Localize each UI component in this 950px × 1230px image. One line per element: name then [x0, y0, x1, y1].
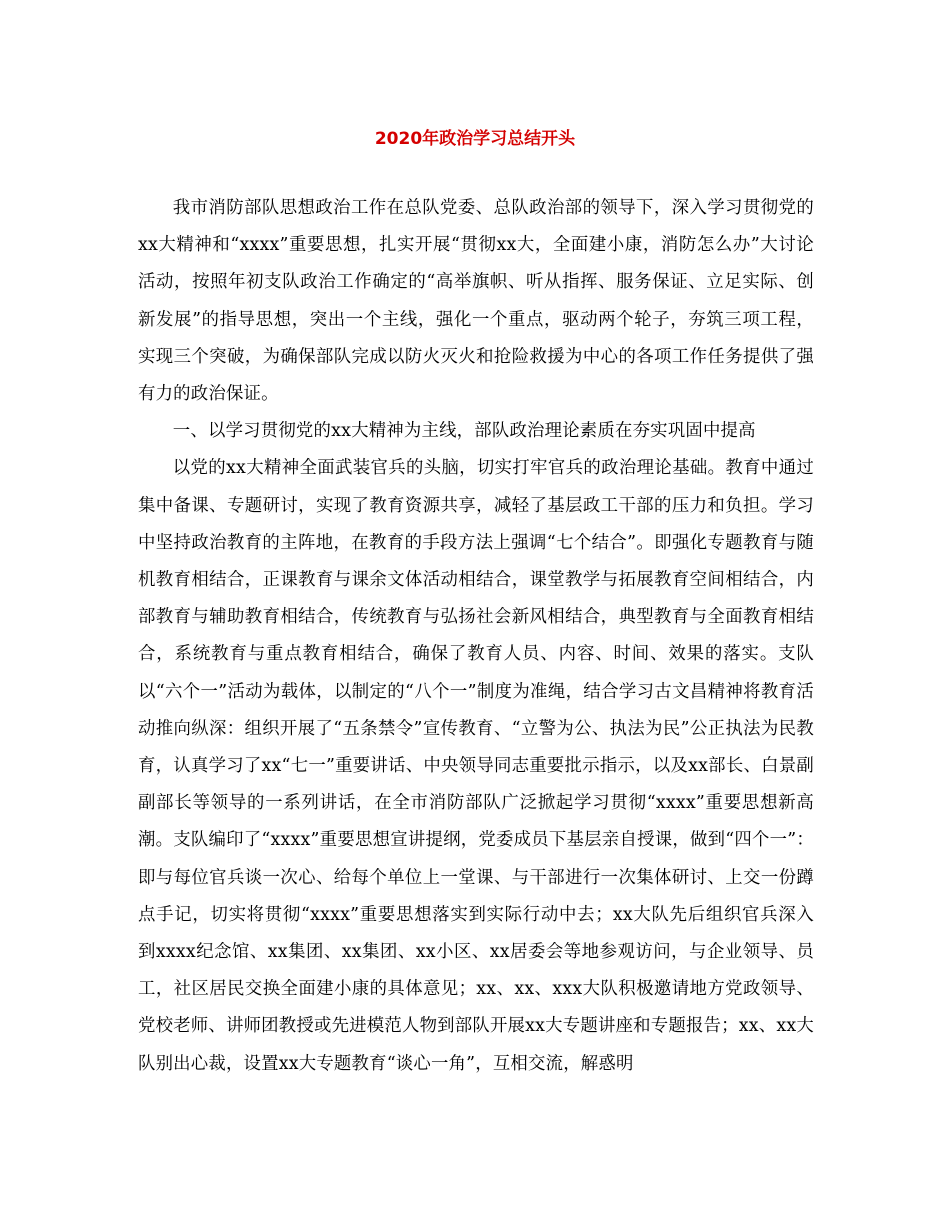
section-paragraph: 以党的xx大精神全面武装官兵的头脑，切实打牢官兵的政治理论基础。教育中通过集中备课、专题研讨，实现了教育资源共享，减轻了基层政工干部的压力和负担。学习中坚持政治教育的主阵地，在教育的手段方法上强调“七个结合”。即强化专题教育与随机教育相结合，正课教育与课余文体活动相结合，课堂教学与拓展教育空间相结合，内部教育与辅助教育相结合，传统教育与弘扬社会新风相结合，典型教育与全面教育相结合，系统教育与重点教育相结合，确保了教育人员、内容、时间、效果的落实。支队以“六个一”活动为载体，以制定的“八个一”制度为准绳，结合学习古文昌精神将教育活动推向纵深：组织开展了“五条禁令”宣传教育、“立警为公、执法为民”公正执法为民教育，认真学习了xx“七一”重要讲话、中央领导同志重要批示指示，以及xx部长、白景副副部长等领导的一系列讲话，在全市消防部队广泛掀起学习贯彻“xxxx”重要思想新高潮。支队编印了“xxxx”重要思想宣讲提纲，党委成员下基层亲自授课，做到“四个一”：即与每位官兵谈一次心、给每个单位上一堂课、与干部进行一次集体研讨、上交一份蹲点手记，切实将贯彻“xxxx”重要思想落实到实际行动中去；xx大队先后组织官兵深入到xxxx纪念馆、xx集团、xx集团、xx小区、xx居委会等地参观访问，与企业领导、员工，社区居民交换全面建小康的具体意见；xx、xx、xxx大队积极邀请地方党政领导、党校老师、讲师团教授或先进模范人物到部队开展xx大专题讲座和专题报告；xx、xx大队别出心裁，设置xx大专题教育“谈心一角”，互相交流，解惑明	[138, 458, 814, 1074]
section-heading: 一、以学习贯彻党的xx大精神为主线，部队政治理论素质在夯实巩固中提高	[172, 421, 756, 442]
intro-paragraph: 我市消防部队思想政治工作在总队党委、总队政治部的领导下，深入学习贯彻党的xx大精神和“xxxx”重要思想，扎实开展“贯彻xx大，全面建小康，消防怎么办”大讨论活动，按照年初支队政治工作确定的“高举旗帜、听从指挥、服务保证、立足实际、创新发展”的指导思想，突出一个主线，强化一个重点，驱动两个轮子，夯筑三项工程，实现三个突破，为确保部队完成以防火灭火和抢险救援为中心的各项工作任务提供了强有力的政治保证。	[138, 198, 814, 405]
document-body	[138, 190, 814, 1083]
document-title: 2020年政治学习总结开头	[374, 129, 576, 149]
